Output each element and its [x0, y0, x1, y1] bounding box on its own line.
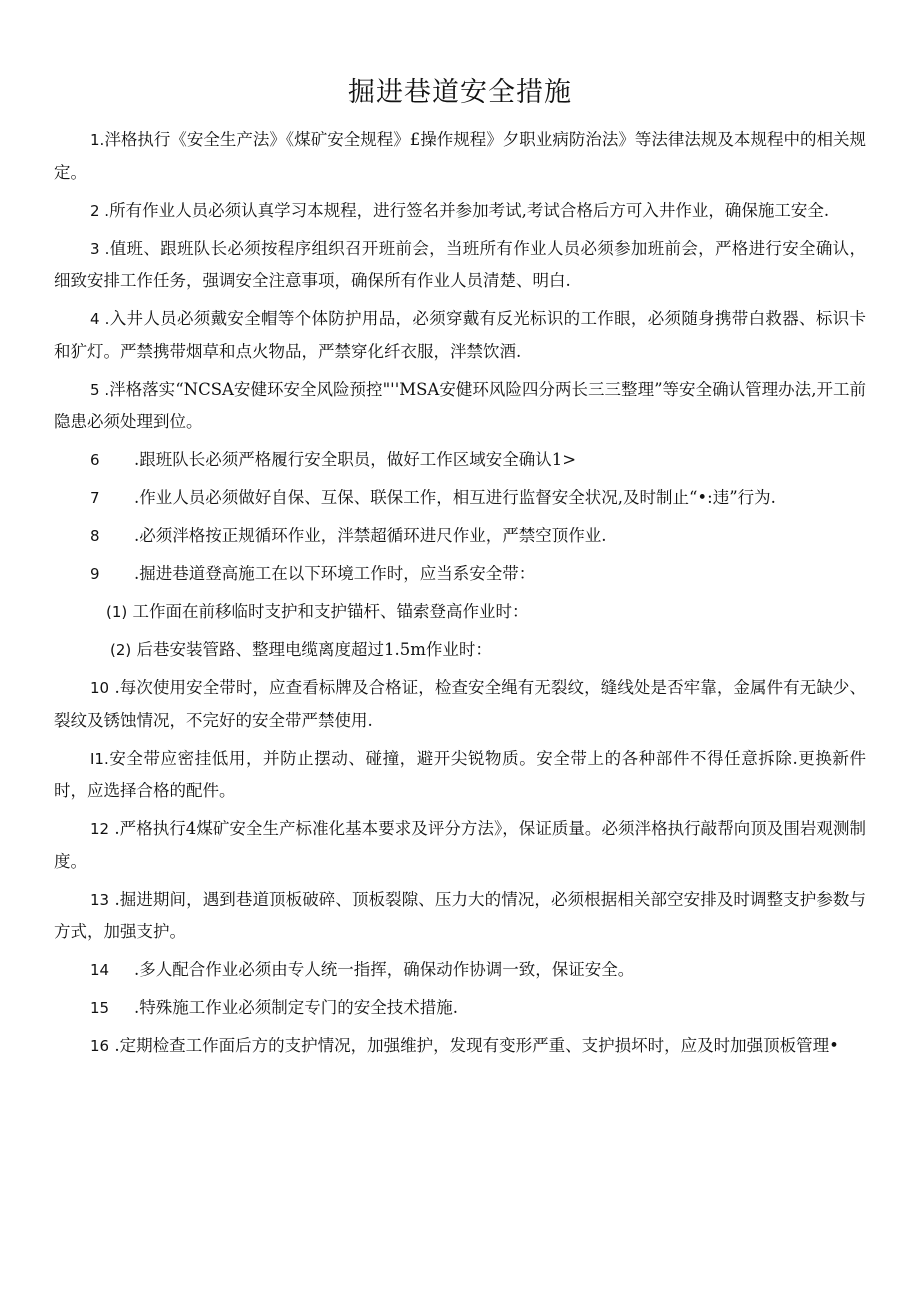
item-number: I1. — [90, 749, 109, 768]
list-item — [54, 482, 866, 515]
list-item — [54, 884, 866, 949]
list-item — [54, 303, 866, 368]
item-text: .作业人员必须做好自保、互保、联保工作，相互进行监督安全状况,及时制止“•:违”行为. — [134, 488, 776, 507]
sub-item — [54, 634, 866, 667]
list-item — [54, 743, 866, 808]
item-text: .严格执行4煤矿安全生产标准化基本要求及评分方法》，保证质量。必须泮格执行敲帮向顶及围岩观测制度。 — [54, 819, 866, 871]
item-text: 所有作业人员必须认真学习本规程，进行签名并参加考试,考试合格后方可入井作业，确保施工安全. — [109, 200, 830, 220]
item-text: .每次使用安全带时，应查看标牌及合格证，检查安全绳有无裂纹，缝线处是否牢靠，金属件有无缺少、裂纹及锈蚀情况，不完好的安全带严禁使用. — [54, 678, 867, 730]
item-number: 1. — [90, 131, 105, 149]
list-item — [54, 374, 866, 439]
list-item — [54, 813, 866, 878]
item-number: 15 — [90, 999, 110, 1017]
item-number: 8 — [90, 527, 100, 545]
list-item — [54, 672, 866, 737]
item-number: 14 — [90, 961, 110, 979]
item-number: 6 — [90, 451, 100, 469]
list-item — [54, 558, 866, 591]
document-title: 掘进巷道安全措施 — [348, 77, 572, 108]
item-text: 安全带应密挂低用，并防止摆动、碰撞，避开尖锐物质。安全带上的各种部件不得任意拆除.更换新件时，应选择合格的配件。 — [54, 748, 866, 800]
list-item — [54, 992, 866, 1025]
item-text: 后巷安装管路、整理电缆离度超过1.5m作业时： — [136, 640, 492, 659]
item-number: (1) — [106, 603, 128, 621]
list-item — [54, 1030, 866, 1063]
item-text: .多人配合作业必须由专人统一指挥，确保动作协调一致，保证安全。 — [134, 960, 635, 979]
item-number: 13 — [90, 890, 110, 909]
list-item — [54, 195, 866, 228]
item-text: .特殊施工作业必须制定专门的安全技术措施. — [134, 998, 458, 1017]
item-number: 10 — [90, 679, 110, 697]
item-text: .掘进巷道登高施工在以下环境工作时，应当系安全带： — [134, 564, 536, 583]
list-item — [54, 124, 866, 189]
item-text: 入井人员必须戴安全帽等个体防护用品，必须穿戴有反光标识的工作眼，必须随身携带白救器、标识卡和犷灯。严禁携带烟草和点火物品，严禁穿化纤衣服，泮禁饮酒. — [54, 309, 866, 361]
item-text: 泮格落实“NCSA安健环安全风险预控"''MSA安健环风险四分两长三三整理”等安全确认管理办法,开工前隐患必须处理到位。 — [54, 379, 866, 431]
item-text: .跟班队长必须严格履行安全职员，做好工作区域安全确认1> — [134, 450, 577, 469]
item-number: 7 — [90, 489, 100, 507]
item-number: 2 . — [90, 201, 110, 220]
sub-item — [54, 596, 866, 629]
item-text: 值班、跟班队长必须按程序组织召开班前会，当班所有作业人员必须参加班前会，严格进行安全确认，细致安排工作任务，强调安全注意事项，确保所有作业人员清楚、明白. — [54, 238, 866, 290]
item-text: .必须泮格按正规循环作业，泮禁超循环进尺作业，严禁空顶作业. — [134, 526, 607, 545]
list-item — [54, 520, 866, 553]
item-text: 泮格执行《安全生产法》《煤矿安全规程》£操作规程》夕职业病防治法》等法律法规及本规程中的相关规定。 — [54, 130, 866, 182]
document-body — [54, 124, 866, 1068]
item-number: 9 — [90, 565, 100, 583]
item-text: .定期检查工作面后方的支护情况，加强维护，发现有变形严重、支护损坏时，应及时加强顶板管理• — [114, 1036, 839, 1055]
item-text: .掘进期间，遇到巷道顶板破碎、顶板裂隙、压力大的情况，必须根据相关部空安排及时调整支护参数与方式，加强支护。 — [54, 889, 867, 941]
item-text: 工作面在前移临时支护和支护锚杆、锚索登高作业时： — [132, 602, 529, 621]
list-item — [54, 954, 866, 987]
item-number: (2) — [110, 641, 132, 659]
item-number: 5 . — [90, 380, 110, 399]
list-item — [54, 444, 866, 477]
item-number: 12 — [90, 820, 110, 838]
list-item — [54, 233, 866, 298]
item-number: 16 — [90, 1037, 110, 1055]
item-number: 3 . — [90, 239, 110, 258]
item-number: 4 . — [90, 310, 110, 328]
